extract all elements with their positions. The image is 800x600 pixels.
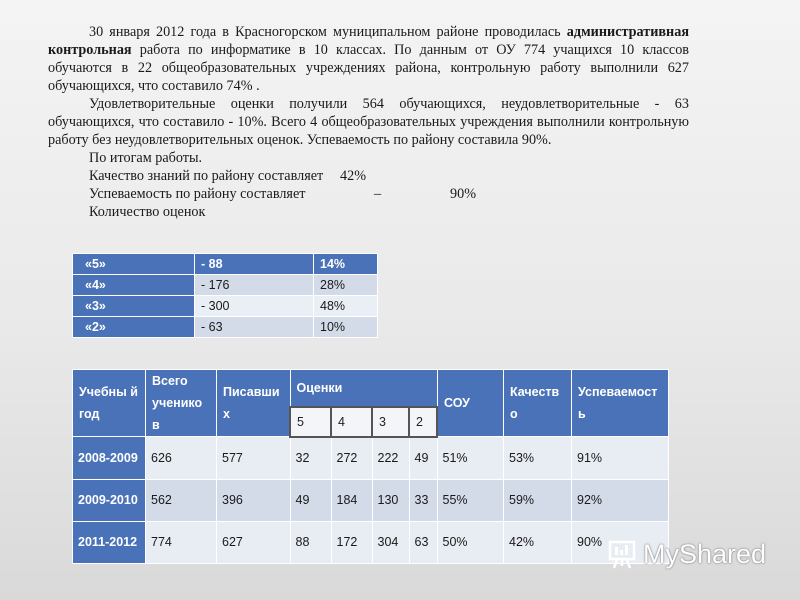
cell-grade-2: 33 bbox=[409, 479, 437, 521]
cell-grade-5: 88 bbox=[290, 521, 331, 563]
cell-quality: 53% bbox=[504, 437, 572, 480]
cell-quality: 59% bbox=[504, 479, 572, 521]
grades-count-label: Количество оценок bbox=[89, 204, 206, 220]
cell-grade-4: 272 bbox=[331, 437, 372, 480]
grade-count-cell: - 63 bbox=[195, 317, 314, 338]
subheader-grade-4: 4 bbox=[331, 407, 372, 437]
cell-grade-2: 63 bbox=[409, 521, 437, 563]
presentation-board-icon bbox=[607, 538, 639, 570]
cell-grade-4: 172 bbox=[331, 521, 372, 563]
table-row bbox=[73, 479, 669, 521]
cell-grade-4: 184 bbox=[331, 479, 372, 521]
grades-row bbox=[73, 296, 378, 317]
header-success: Успеваемост ь bbox=[572, 370, 669, 437]
cell-total: 626 bbox=[146, 437, 217, 480]
grade-percent-cell: 48% bbox=[314, 296, 378, 317]
grades-row bbox=[73, 275, 378, 296]
paragraph-intro bbox=[48, 23, 689, 95]
grade-percent-cell: 28% bbox=[314, 275, 378, 296]
grades-row bbox=[73, 317, 378, 338]
cell-success: 92% bbox=[572, 479, 669, 521]
header-total: Всего ученико в bbox=[146, 370, 217, 437]
paragraph-summary-heading: По итогам работы. bbox=[89, 150, 203, 166]
cell-grade-2: 49 bbox=[409, 437, 437, 480]
cell-grade-5: 32 bbox=[290, 437, 331, 480]
cell-year: 2011-2012 bbox=[73, 521, 146, 563]
intro-lead: 30 января 2012 года в Красногорском муниципальном районе проводилась bbox=[89, 24, 567, 40]
intro-rest: работа по информатике в 10 классах. По данным от ОУ 774 учащихся 10 классов обучаются в 22 общеобразовательных учреждениях района, контрольную работу выполнили 627 обучающихся, что составило 74% . bbox=[48, 42, 689, 94]
stats-table bbox=[72, 369, 669, 564]
grades-summary-table bbox=[72, 253, 378, 338]
cell-success: 91% bbox=[572, 437, 669, 480]
success-dash: – bbox=[374, 186, 382, 202]
cell-wrote: 396 bbox=[217, 479, 291, 521]
grade-percent-cell: 14% bbox=[314, 254, 378, 275]
stats-header-row bbox=[73, 370, 669, 407]
cell-success: 90% bbox=[572, 521, 669, 563]
grade-count-cell: - 88 bbox=[195, 254, 314, 275]
success-line bbox=[48, 185, 689, 203]
subheader-grade-5: 5 bbox=[290, 407, 331, 437]
grade-cell: «2» bbox=[73, 317, 195, 338]
header-sou: СОУ bbox=[437, 370, 504, 437]
success-value: 90% bbox=[450, 186, 477, 202]
table-row bbox=[73, 437, 669, 480]
cell-grade-3: 222 bbox=[372, 437, 409, 480]
cell-total: 774 bbox=[146, 521, 217, 563]
header-wrote: Писавши х bbox=[217, 370, 291, 437]
quality-line bbox=[48, 167, 689, 185]
grade-count-cell: - 300 bbox=[195, 296, 314, 317]
cell-year: 2008-2009 bbox=[73, 437, 146, 480]
paragraph-results: Удовлетворительные оценки получили 564 обучающихся, неудовлетворительные - 63 обучающихся, что составило - 10%. Всего 4 общеобразовательных учреждения выполнили контрольную работу без неудовлетворительных оценок. Успеваемость по району составила 90%. bbox=[48, 96, 689, 148]
cell-wrote: 627 bbox=[217, 521, 291, 563]
cell-sou: 51% bbox=[437, 437, 504, 480]
cell-grade-3: 304 bbox=[372, 521, 409, 563]
cell-year: 2009-2010 bbox=[73, 479, 146, 521]
quality-value: 42% bbox=[340, 168, 367, 184]
grade-cell: «5» bbox=[73, 254, 195, 275]
grade-count-cell: - 176 bbox=[195, 275, 314, 296]
grade-percent-cell: 10% bbox=[314, 317, 378, 338]
cell-sou: 50% bbox=[437, 521, 504, 563]
cell-total: 562 bbox=[146, 479, 217, 521]
report-text bbox=[48, 23, 689, 221]
cell-grade-3: 130 bbox=[372, 479, 409, 521]
success-label: Успеваемость по району составляет bbox=[89, 186, 306, 202]
subheader-grade-2: 2 bbox=[409, 407, 437, 437]
subheader-grade-3: 3 bbox=[372, 407, 409, 437]
header-year: Учебны й год bbox=[73, 370, 146, 437]
header-grades: Оценки bbox=[290, 370, 437, 407]
grades-row bbox=[73, 254, 378, 275]
intro-bold: административная контрольная bbox=[48, 24, 689, 58]
quality-label: Качество знаний по району составляет bbox=[89, 168, 324, 184]
cell-grade-5: 49 bbox=[290, 479, 331, 521]
cell-wrote: 577 bbox=[217, 437, 291, 480]
grade-cell: «3» bbox=[73, 296, 195, 317]
table-row bbox=[73, 521, 669, 563]
cell-quality: 42% bbox=[504, 521, 572, 563]
myshared-watermark[interactable] bbox=[607, 536, 766, 572]
header-quality: Качеств о bbox=[504, 370, 572, 437]
watermark-text: MyShared bbox=[643, 538, 767, 569]
cell-sou: 55% bbox=[437, 479, 504, 521]
grade-cell: «4» bbox=[73, 275, 195, 296]
